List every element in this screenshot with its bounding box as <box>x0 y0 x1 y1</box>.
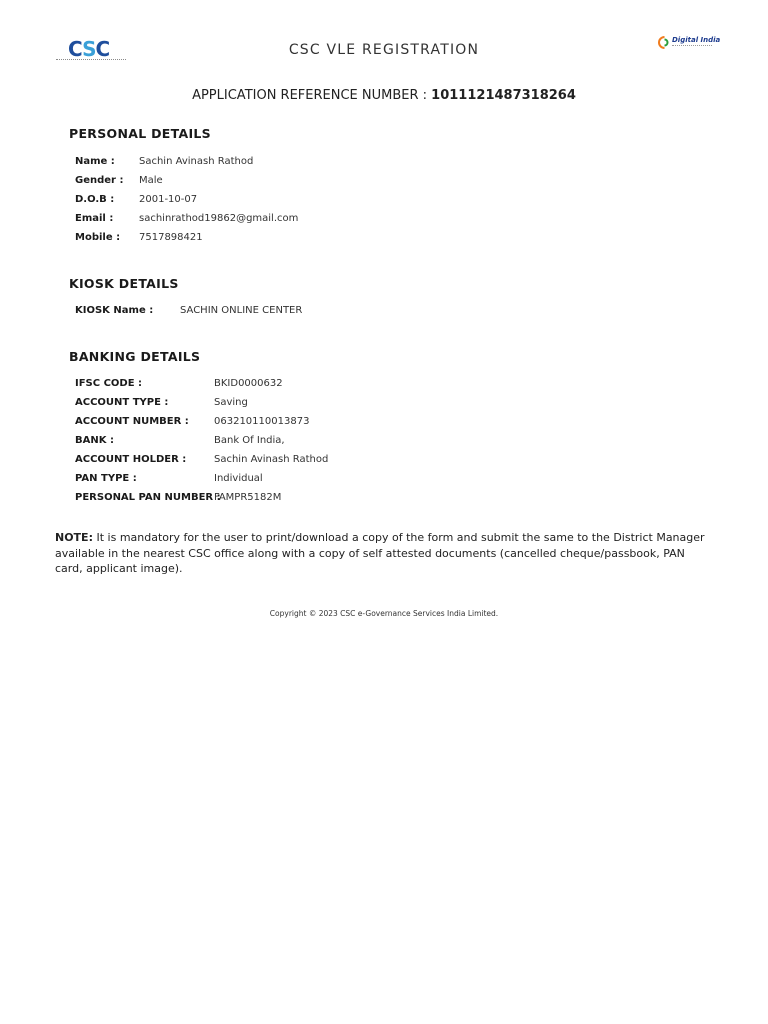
csc-logo-letter-c1: C <box>68 37 83 61</box>
digital-india-tagline <box>672 45 712 48</box>
personal-details-heading: PERSONAL DETAILS <box>69 126 211 141</box>
csc-logo-tagline <box>56 59 126 62</box>
document-title: CSC VLE REGISTRATION <box>288 42 480 58</box>
field-label: KIOSK Name : <box>75 305 154 316</box>
field-label: Email : <box>75 213 114 224</box>
field-label: Name : <box>75 156 115 167</box>
field-label: PAN TYPE : <box>75 473 137 484</box>
field-label: ACCOUNT TYPE : <box>75 397 169 408</box>
field-value: 7517898421 <box>139 232 203 243</box>
digital-india-logo <box>658 36 721 52</box>
application-reference-number: 1011121487318264 <box>431 88 576 103</box>
field-value: Sachin Avinash Rathod <box>139 156 254 167</box>
field-label: ACCOUNT HOLDER : <box>75 454 187 465</box>
field-value: Bank Of India, <box>214 435 285 446</box>
field-value: sachinrathod19862@gmail.com <box>139 213 299 224</box>
field-value: FAMPR5182M <box>214 492 282 503</box>
field-value: 063210110013873 <box>214 416 310 427</box>
field-label: IFSC CODE : <box>75 378 143 389</box>
application-reference <box>0 88 768 103</box>
field-value: Saving <box>214 397 248 408</box>
field-value: Male <box>139 175 163 186</box>
note-text: It is mandatory for the user to print/download a copy of the form and submit the same to the District Manager available in the nearest CSC office along with a copy of self attested documents (cancelled cheque/passbook, PAN card, applicant image). <box>55 531 705 575</box>
field-value: BKID0000632 <box>214 378 283 389</box>
note-label: NOTE: <box>55 531 93 544</box>
digital-india-text: Digital India <box>672 36 721 44</box>
note-paragraph <box>55 530 705 577</box>
copyright-footer: Copyright © 2023 CSC e-Governance Services India Limited. <box>269 609 499 618</box>
csc-logo-letter-s: S <box>82 37 96 61</box>
field-label: ACCOUNT NUMBER : <box>75 416 189 427</box>
field-value: Sachin Avinash Rathod <box>214 454 329 465</box>
field-label: Gender : <box>75 175 124 186</box>
field-label: D.O.B : <box>75 194 115 205</box>
kiosk-details-heading: KIOSK DETAILS <box>69 276 179 291</box>
csc-logo-letter-c2: C <box>95 37 110 61</box>
field-label: BANK : <box>75 435 114 446</box>
field-value: Individual <box>214 473 263 484</box>
field-value: SACHIN ONLINE CENTER <box>180 305 303 316</box>
field-label: PERSONAL PAN NUMBER : <box>75 492 221 503</box>
field-label: Mobile : <box>75 232 121 243</box>
banking-details-heading: BANKING DETAILS <box>69 349 201 364</box>
field-value: 2001-10-07 <box>139 194 198 205</box>
digital-india-icon <box>658 36 671 49</box>
application-reference-label: APPLICATION REFERENCE NUMBER : <box>192 88 428 103</box>
